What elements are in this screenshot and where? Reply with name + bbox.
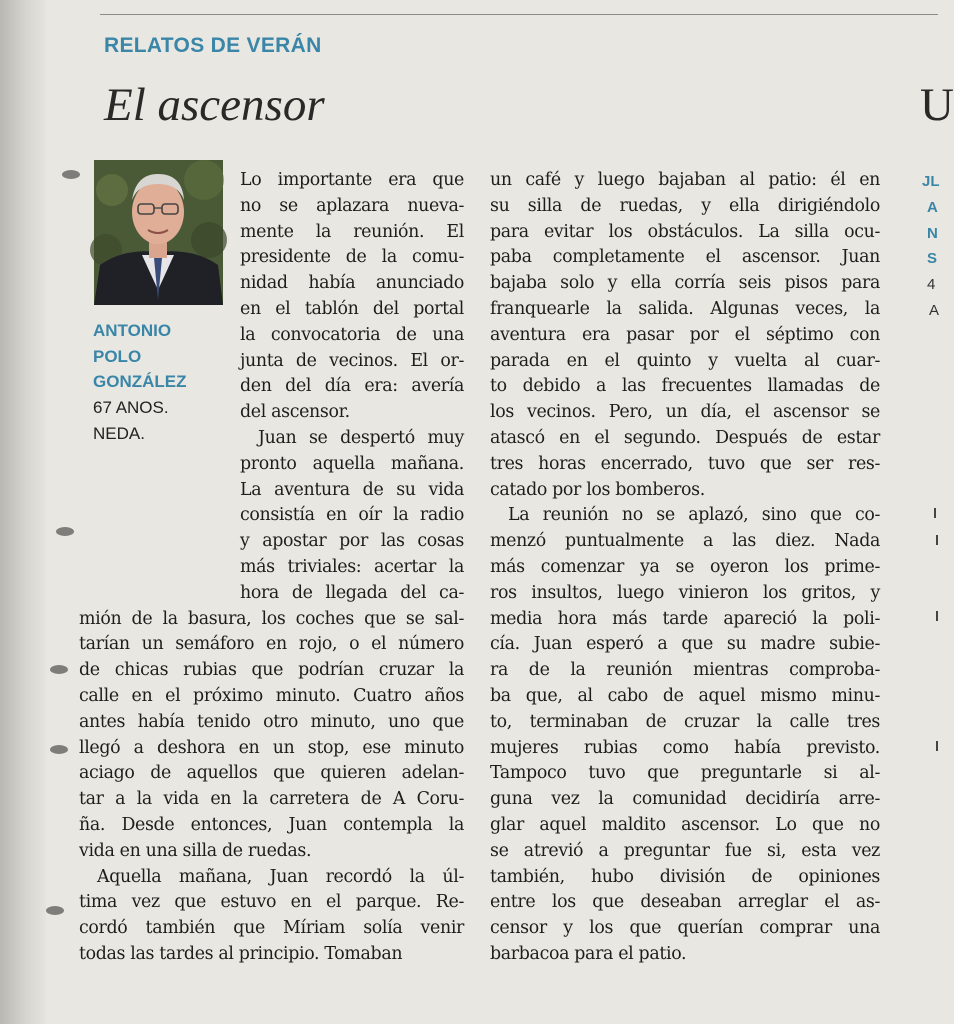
author-portrait-image (94, 160, 223, 305)
article-text-line: vida en una silla de ruedas. (79, 840, 312, 861)
article-text-line: ba que, al cabo de aquel mismo minu- (490, 686, 880, 706)
article-text-line: un café y luego bajaban al patio: él en (490, 170, 880, 190)
article-text-line: junta de vecinos. El or- (240, 350, 464, 371)
article-text-line: llegó a deshora en un stop, ese minuto (79, 737, 464, 758)
author-name-line: POLO (93, 346, 142, 366)
article-text-line: aciago de aquellos que quieren adelan- (79, 763, 464, 784)
article-text-line: catado por los bomberos. (490, 479, 705, 500)
article-text-line: la convocatoria de una (240, 324, 464, 345)
article-text-line: entre los que deseaban arreglar el as- (490, 892, 880, 913)
author-name-line: ANTONIO (93, 321, 172, 340)
article-text-line: censor y los que querían comprar una (490, 918, 880, 939)
author-age: 67 ANOS. (93, 398, 169, 418)
author-photo (94, 160, 223, 305)
top-rule (100, 14, 938, 15)
article-text-line: glar aquel maldito ascensor. Lo que no (490, 815, 880, 835)
article-text-line: para evitar los obstáculos. La silla ocu- (490, 221, 880, 242)
article-text-line: Aquella mañana, Juan recordó la úl- (97, 866, 464, 887)
adjacent-byline-letter: S (927, 250, 938, 267)
article-text-line: mente la reunión. El (240, 221, 464, 242)
article-text-line: tres horas encerrado, tuvo que ser res- (490, 453, 880, 474)
article-text-line: bajaba solo y ella corría seis pisos para (490, 273, 880, 294)
article-text-line: to, terminaban de cruzar la calle tres (490, 711, 880, 732)
article-text-line: La aventura de su vida (240, 479, 464, 500)
adjacent-article-edge (900, 0, 954, 1024)
article-text-line: en el tablón del portal (240, 299, 464, 319)
article-text-line: presidente de la comu- (240, 247, 464, 268)
article-text-line: tima vez que estuvo en el parque. Re- (79, 892, 464, 913)
article-text-line: paba completamente el ascensor. Juan (490, 247, 880, 268)
article-text-line: los vecinos. Pero, un día, el ascensor se (490, 402, 880, 423)
article-text-line: también, hubo división de opiniones (490, 866, 880, 887)
article-title: El ascensor (104, 79, 325, 131)
binder-hole (62, 170, 80, 179)
article-text-line: tar a la vida en la carretera de A Coru- (79, 789, 464, 810)
article-text-line: tarían un semáforo en rojo, o el número (79, 634, 464, 655)
article-text-line: Juan se despertó muy (258, 428, 464, 448)
article-text-line: y apostar por las cosas (240, 531, 464, 552)
article-text-line: media hora más tarde apareció la poli- (490, 608, 880, 629)
article-text-line: se atrevió a preguntar fue si, esta vez (490, 840, 880, 861)
article-text-line: to debido a las frecuentes llamadas de (490, 376, 880, 397)
author-byline (93, 318, 233, 447)
article-text-line: de chicas rubias que podrían cruzar la (79, 660, 464, 681)
article-text-line: pronto aquella mañana. (240, 453, 464, 474)
article-text-line: Lo importante era que (240, 170, 464, 190)
article-text-line: más comenzar ya se oyeron los prime- (490, 557, 880, 577)
author-name-line: GONZÁLEZ (93, 372, 187, 392)
article-text-line: ra de la reunión mientras comproba- (490, 660, 880, 681)
adjacent-text-fragment (936, 535, 938, 545)
article-text-line: no se aplazara nueva- (240, 195, 464, 216)
article-text-line: antes había tenido otro minuto, uno que (79, 711, 464, 732)
article-text-line: su silla de ruedas, y ella dirigiéndolo (490, 195, 880, 216)
adjacent-text-fragment (936, 611, 938, 621)
article-text-line: nidad había anunciado (240, 273, 464, 294)
binder-hole (50, 745, 68, 754)
article-text-line: den del día era: avería (240, 376, 464, 397)
section-label: RELATOS DE VERÁN (104, 34, 322, 57)
article-text-line: más triviales: acertar la (240, 557, 464, 577)
article-text-line: parada en el quinto y vuelta al cuar- (490, 350, 880, 371)
article-text-line: ros insultos, luego vinieron los gritos, y (490, 582, 880, 603)
adjacent-text-fragment (936, 741, 938, 751)
adjacent-byline-letter: A (927, 199, 938, 216)
adjacent-byline-digit: 4 (927, 276, 936, 293)
article-text-line: mujeres rubias como había previsto. (490, 737, 880, 758)
binder-hole (50, 665, 68, 674)
article-text-line: aventura era pasar por el séptimo con (490, 324, 880, 345)
binder-hole (56, 527, 74, 536)
adjacent-byline-letter: A (929, 302, 940, 319)
article-text-line: guna vez la comunidad decidiría arre- (490, 789, 880, 810)
article-text-line: calle en el próximo minuto. Cuatro años (79, 686, 464, 706)
article-text-line: cordó también que Míriam solía venir (79, 918, 464, 939)
article-text-line: La reunión no se aplazó, sino que co- (508, 505, 880, 526)
article-text-line: consistía en oír la radio (240, 505, 464, 526)
adjacent-byline-letter: JL (922, 173, 940, 190)
article-text-line: barbacoa para el patio. (490, 944, 687, 964)
article-text-line: hora de llegada del ca- (240, 582, 464, 603)
adjacent-byline-letter: N (927, 225, 938, 242)
article-text-line: del ascensor. (240, 402, 350, 423)
binder-hole (46, 906, 64, 915)
article-text-line: mión de la basura, los coches que se sal- (79, 608, 464, 629)
paper-fold-shadow (0, 0, 46, 1024)
article-text-line: Tampoco tuvo que preguntarle si al- (490, 763, 880, 784)
article-text-line: menzó puntualmente a las diez. Nada (490, 531, 880, 552)
adjacent-text-fragment (934, 508, 936, 518)
article-text-line: ña. Desde entonces, Juan contempla la (79, 815, 464, 835)
article-text-line: franquearle la salida. Algunas veces, la (490, 299, 880, 319)
article-text-line: todas las tardes al principio. Tomaban (79, 944, 403, 964)
adjacent-title-fragment: U (920, 79, 954, 131)
author-town: NEDA. (93, 423, 145, 443)
article-text-line: cía. Juan esperó a que su madre subie- (490, 634, 880, 655)
article-text-line: atascó en el segundo. Después de estar (490, 428, 880, 448)
